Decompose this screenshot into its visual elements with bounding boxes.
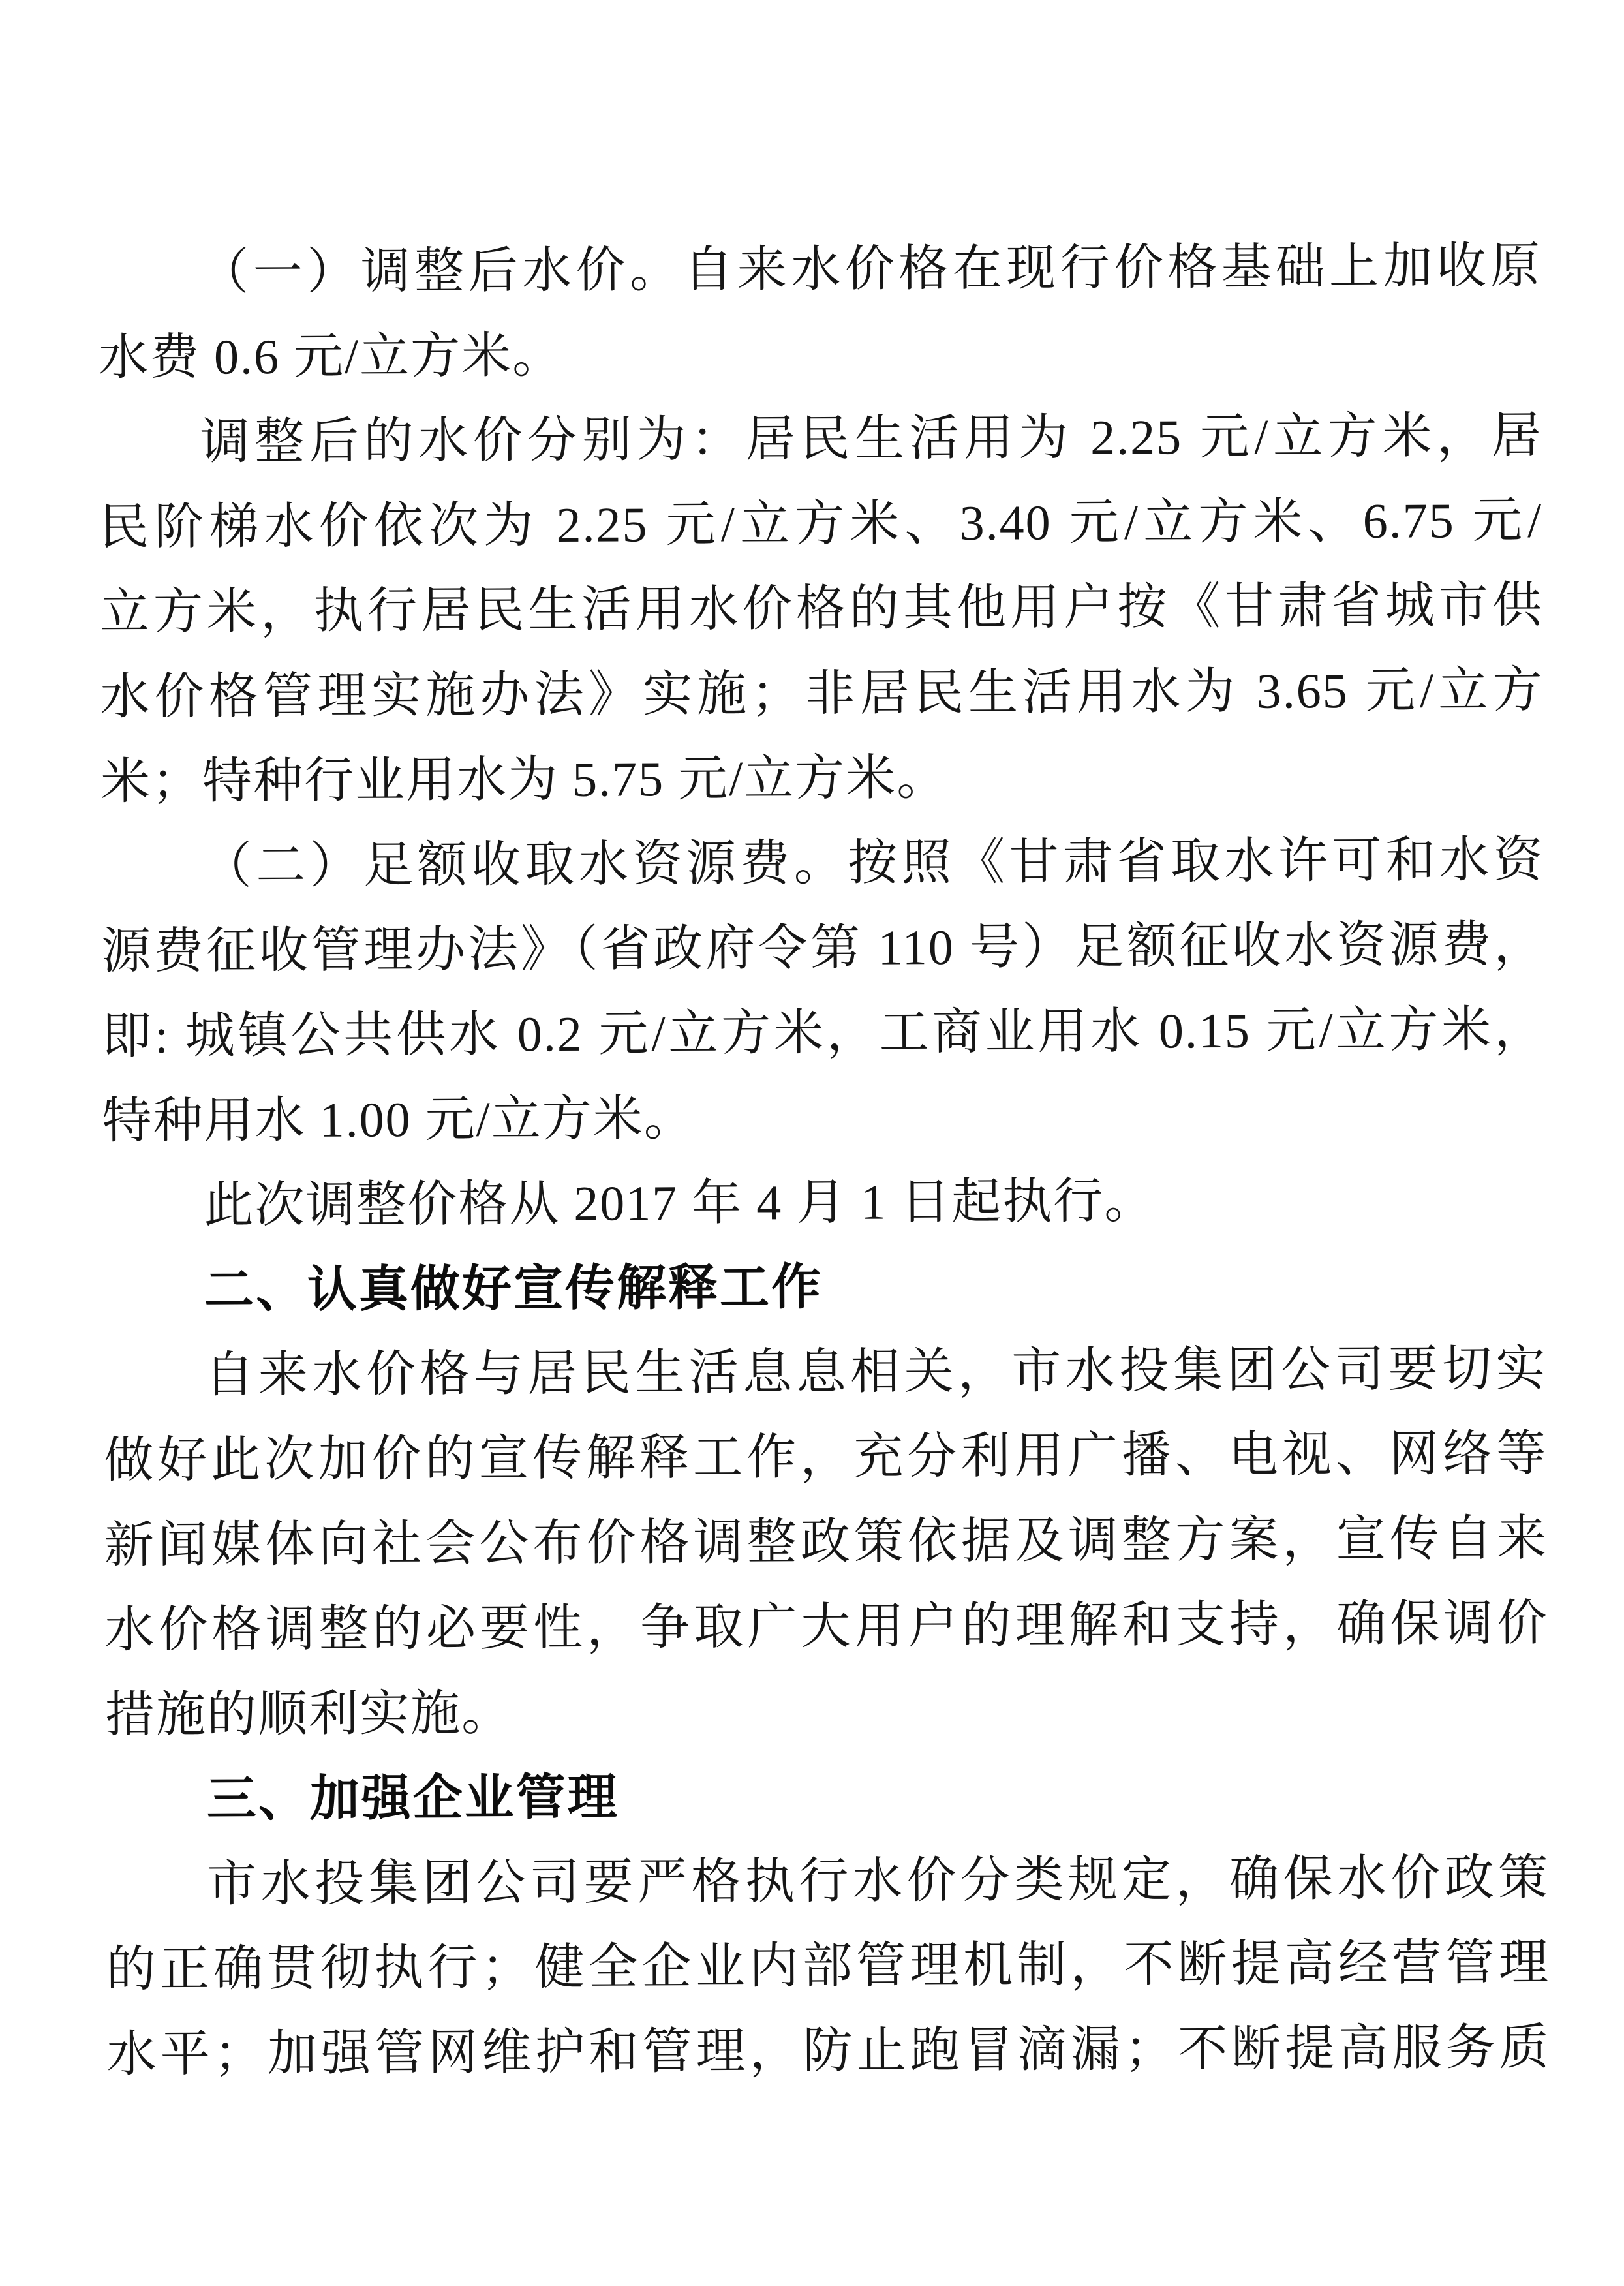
text-line: 自来水价格与居民生活息息相关，市水投集团公司要切实	[204, 1341, 1547, 1403]
text-line: 即: 城镇公共供水 0.2 元/立方米，工商业用水 0.15 元/立方米，	[101, 1002, 1546, 1064]
text-line: 水平；加强管网维护和管理，防止跑冒滴漏；不断提高服务质	[106, 2020, 1550, 2082]
section-heading: 三、加强企业管理	[206, 1769, 619, 1827]
text-line: （二）足额收取水资源费。按照《甘肃省取水许可和水资	[202, 832, 1544, 894]
text-line: （一）调整后水价。自来水价格在现行价格基础上加收原	[199, 238, 1542, 300]
document-body	[98, 224, 1550, 2097]
text-line: 市水投集团公司要严格执行水价分类规定，确保水价政策	[207, 1850, 1550, 1912]
text-line: 此次调整价格从 2017 年 4 月 1 日起执行。	[204, 1173, 1156, 1233]
text-line: 水费 0.6 元/立方米。	[98, 328, 564, 386]
text-line: 调整后的水价分别为：居民生活用为 2.25 元/立方米，居	[200, 408, 1542, 470]
text-line: 米；特种行业用水为 5.75 元/立方米。	[100, 750, 948, 810]
text-line: 的正确贯彻执行；健全企业内部管理机制，不断提高经营管理	[106, 1935, 1550, 1998]
text-line: 措施的顺利实施。	[104, 1686, 513, 1743]
section-heading: 二、认真做好宣传解释工作	[204, 1259, 823, 1318]
text-line: 特种用水 1.00 元/立方米。	[102, 1090, 696, 1149]
text-line: 水价格管理实施办法》实施；非居民生活用水为 3.65 元/立方	[100, 662, 1544, 725]
text-line: 水价格调整的必要性，争取广大用户的理解和支持，确保调价	[104, 1596, 1548, 1658]
text-line: 立方米，执行居民生活用水价格的其他用户按《甘肃省城市供	[99, 578, 1544, 640]
text-line: 新闻媒体向社会公布价格调整政策依据及调整方案，宣传自来	[104, 1511, 1548, 1573]
text-line: 民阶梯水价依次为 2.25 元/立方米、3.40 元/立方米、6.75 元/	[99, 493, 1543, 555]
text-line: 做好此次加价的宣传解释工作，充分利用广播、电视、网络等	[104, 1426, 1548, 1489]
text-line: 源费征收管理办法》（省政府令第 110 号）足额征收水资源费，	[101, 917, 1545, 980]
